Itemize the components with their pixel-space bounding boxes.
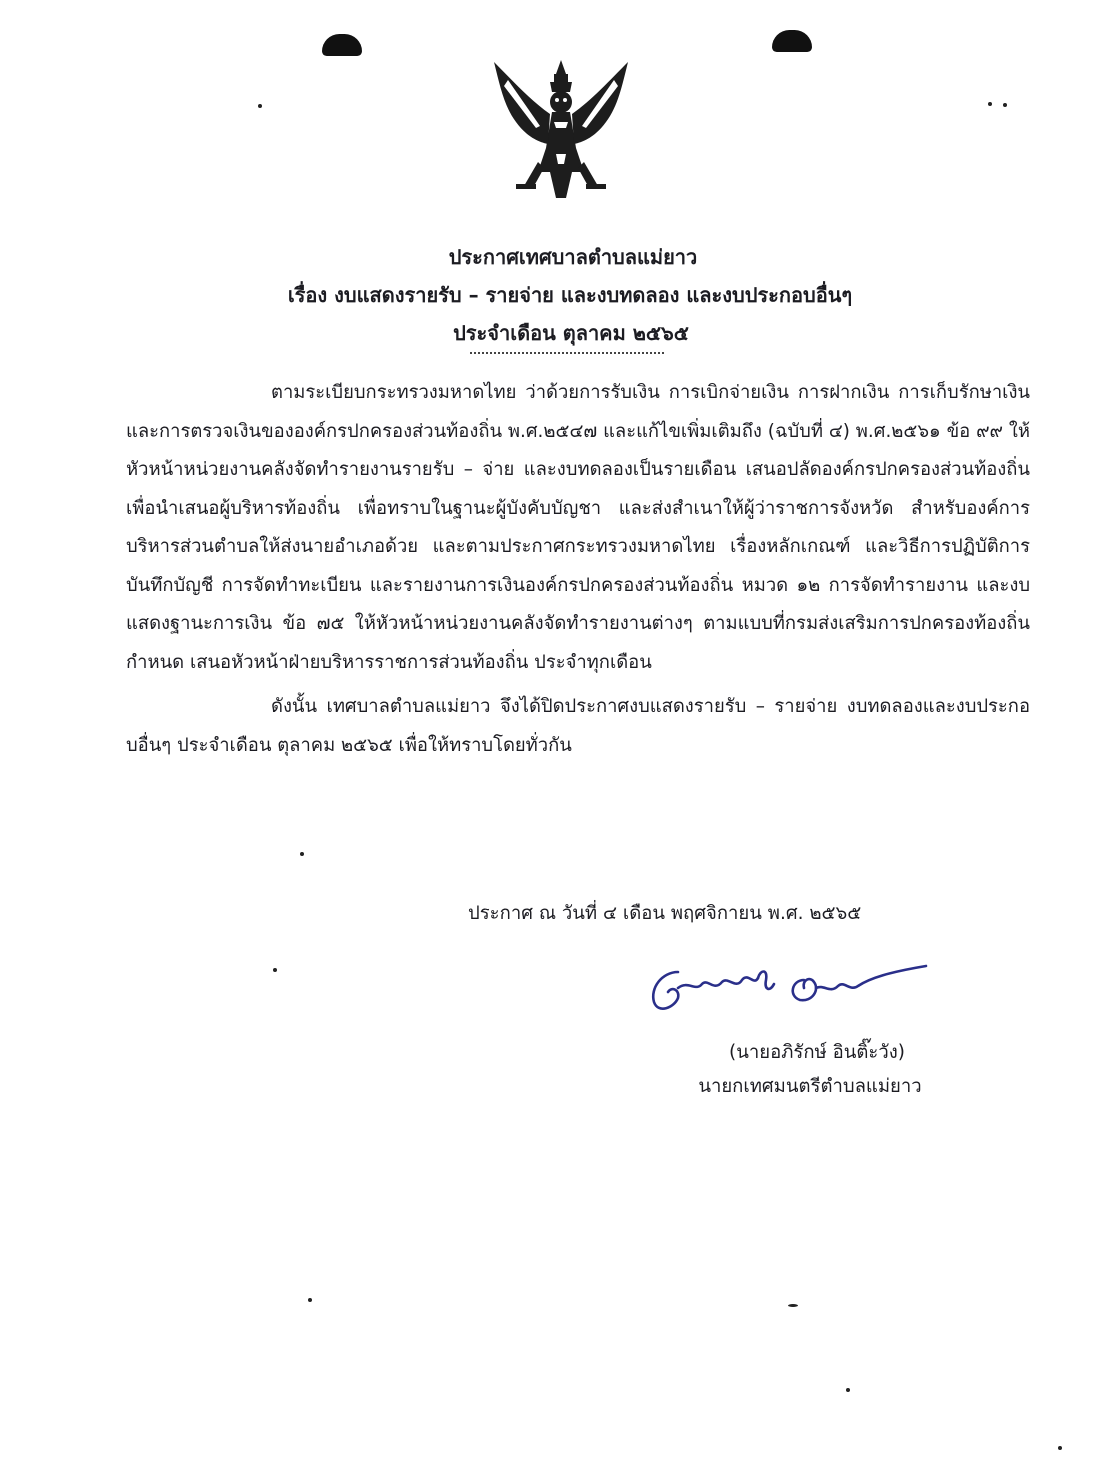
paper-speck xyxy=(308,1298,312,1302)
signer-name: (นายอภิรักษ์ อินติ๊ะวัง) xyxy=(729,1042,905,1063)
signer-position: นายกเทศมนตรีตำบลแม่ยาว xyxy=(698,1076,922,1097)
paper-speck xyxy=(988,102,992,106)
body-paragraph-1: ตามระเบียบกระทรวงมหาดไทย ว่าด้วยการรับเงิน การเบิกจ่ายเงิน การฝากเงิน การเก็บรักษาเงิน และการตรวจเงินขององค์กรปกครองส่วนท้องถิ่น พ.ศ.๒๕๔๗ และแก้ไขเพิ่มเติมถึง (ฉบับที่ ๔) พ.ศ.๒๕๖๑ ข้อ ๙๙ ให้หัวหน้าหน่วยงานคลังจัดทำรายงานรายรับ – จ่าย และงบทดลองเป็นรายเดือน เสนอปลัดองค์กรปกครองส่วนท้องถิ่น เพื่อนำเสนอผู้บริหารท้องถิ่น เพื่อทราบในฐานะผู้บังคับบัญชา และส่งสำเนาให้ผู้ว่าราชการจังหวัด สำหรับองค์การบริหารส่วนตำบลให้ส่งนายอำเภอด้วย และตามประกาศกระทรวงมหาดไทย เรื่องหลักเกณฑ์ และวิธีการปฏิบัติการบันทึกบัญชี การจัดทำทะเบียน และรายงานการเงินองค์กรปกครองส่วนท้องถิ่น หมวด ๑๒ การจัดทำรายงาน และงบแสดงฐานะการเงิน ข้อ ๗๕ ให้หัวหน้าหน่วยงานคลังจัดทำรายงานต่างๆ ตามแบบที่กรมส่งเสริมการปกครองท้องถิ่นกำหนด เสนอหัวหน้าฝ่ายบริหารราชการส่วนท้องถิ่น ประจำทุกเดือน xyxy=(126,382,1030,673)
garuda-emblem-icon xyxy=(486,52,636,202)
punch-hole-right xyxy=(772,30,812,52)
paper-speck xyxy=(846,1388,850,1392)
announcement-subject: เรื่อง งบแสดงรายรับ – รายจ่าย และงบทดลอง และงบประกอบอื่นๆ xyxy=(287,283,853,307)
paper-speck xyxy=(300,852,304,856)
announcement-title: ประกาศเทศบาลตำบลแม่ยาว xyxy=(448,245,698,269)
paper-speck xyxy=(273,968,277,972)
announcement-body xyxy=(126,374,1030,765)
announcement-period: ประจำเดือน ตุลาคม ๒๕๖๕ xyxy=(453,321,689,345)
paper-speck xyxy=(788,1304,798,1307)
announcement-date: ประกาศ ณ วันที่ ๔ เดือน พฤศจิกายน พ.ศ. ๒๕๖๕ xyxy=(468,903,862,924)
punch-hole-left xyxy=(322,34,362,56)
signer-block xyxy=(690,1036,930,1104)
handwritten-signature xyxy=(644,958,934,1022)
paper-speck xyxy=(1003,103,1007,107)
paper-speck xyxy=(1058,1446,1062,1450)
dotted-divider xyxy=(470,352,664,354)
paper-speck xyxy=(258,104,262,108)
announcement-header xyxy=(0,238,1108,352)
body-paragraph-2: ดังนั้น เทศบาลตำบลแม่ยาว จึงได้ปิดประกาศงบแสดงรายรับ – รายจ่าย งบทดลองและงบประกอบอื่นๆ ประจำเดือน ตุลาคม ๒๕๖๕ เพื่อให้ทราบโดยทั่วกัน xyxy=(126,696,1030,756)
